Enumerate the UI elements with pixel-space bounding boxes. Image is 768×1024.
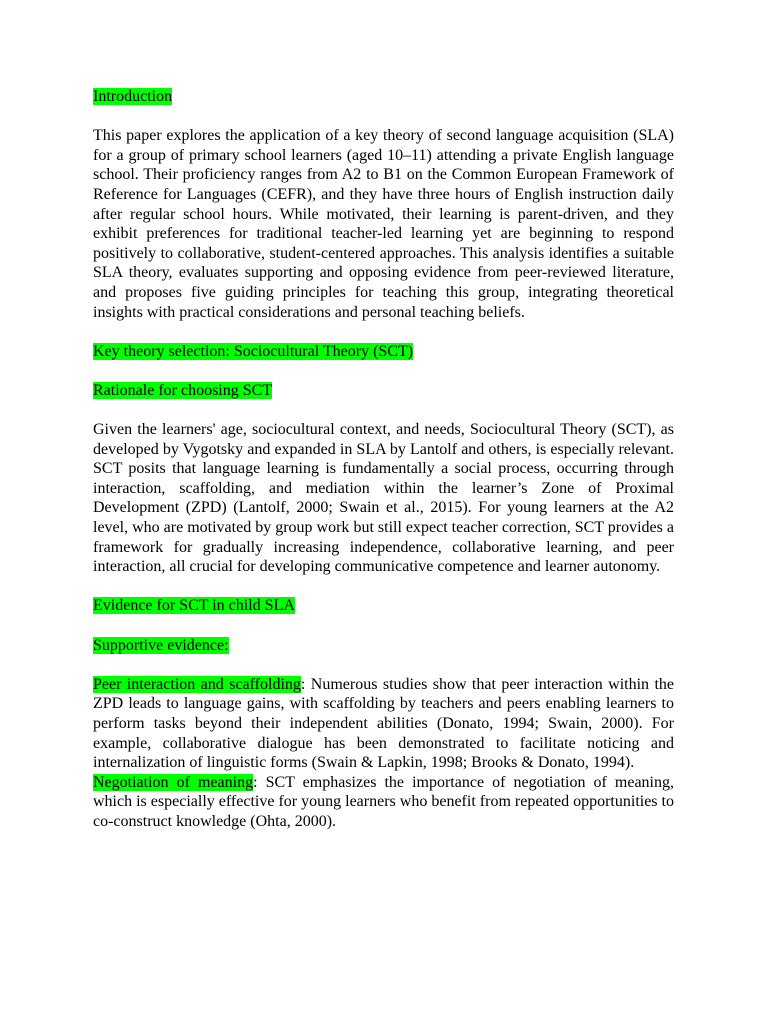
- section-heading-evidence: [93, 596, 674, 616]
- section-heading-supportive: [93, 636, 674, 656]
- negotiation-term-highlight: Negotiation of meaning: [93, 773, 254, 791]
- peer-text: : Numerous studies show that peer interaction within the ZPD leads to language gains, with scaffolding by teachers and peers enabling learners to perform tasks beyond their independent abilities (Donato, 1994; Swain, 2000). For example, collaborative dialogue has been demonstrated to facilitate noticing and internalization of linguistic forms (Swain & Lapkin, 1998; Brooks & Donato, 1994).: [93, 675, 674, 772]
- heading-highlight: Key theory selection: Sociocultural Theory (SCT): [93, 342, 414, 360]
- section-heading-rationale: [93, 381, 674, 401]
- heading-highlight: Introduction: [93, 88, 173, 105]
- document-page: [93, 87, 674, 832]
- peer-term-highlight: Peer interaction and scaffolding: [93, 675, 301, 693]
- section-heading-introduction: [93, 87, 674, 107]
- intro-paragraph: This paper explores the application of a key theory of second language acquisition (SLA) for a group of primary school learners (aged 10–11) attending a private English language school. Their proficiency ranges from A2 to B1 on the Common European Framework of Reference for Languages (CEFR), and they have three hours of English instruction daily after regular school hours. While motivated, their learning is parent-driven, and they exhibit preferences for traditional teacher-led learning yet are beginning to respond positively to collaborative, student-centered approaches. This analysis identifies a suitable SLA theory, evaluates supporting and opposing evidence from peer-reviewed literature, and proposes five guiding principles for teaching this group, integrating theoretical insights with practical considerations and personal teaching beliefs.: [93, 127, 674, 321]
- heading-highlight: Evidence for SCT in child SLA: [93, 597, 295, 615]
- rationale-paragraph: Given the learners' age, sociocultural context, and needs, Sociocultural Theory (SCT), as developed by Vygotsky and expanded in SLA by Lantolf and others, is especially relevant. SCT posits that language learning is fundamentally a social process, occurring through interaction, scaffolding, and mediation within the learner’s Zone of Proximal Development (ZPD) (Lantolf, 2000; Swain et al., 2015). For young learners at the A2 level, who are motivated by group work but still expect teacher correction, SCT provides a framework for gradually increasing independence, collaborative learning, and peer interaction, all crucial for developing communicative competence and learner autonomy.: [93, 421, 674, 576]
- negotiation-text: : SCT emphasizes the importance of negotiation of meaning, which is especially effective for young learners who benefit from repeated opportunities to co-construct knowledge (Ohta, 2000).: [93, 773, 675, 830]
- section-heading-theory: [93, 342, 674, 362]
- heading-highlight: Supportive evidence:: [93, 636, 229, 654]
- negotiation-paragraph: [93, 773, 674, 832]
- peer-interaction-paragraph: [93, 675, 674, 773]
- heading-highlight: Rationale for choosing SCT: [93, 381, 273, 399]
